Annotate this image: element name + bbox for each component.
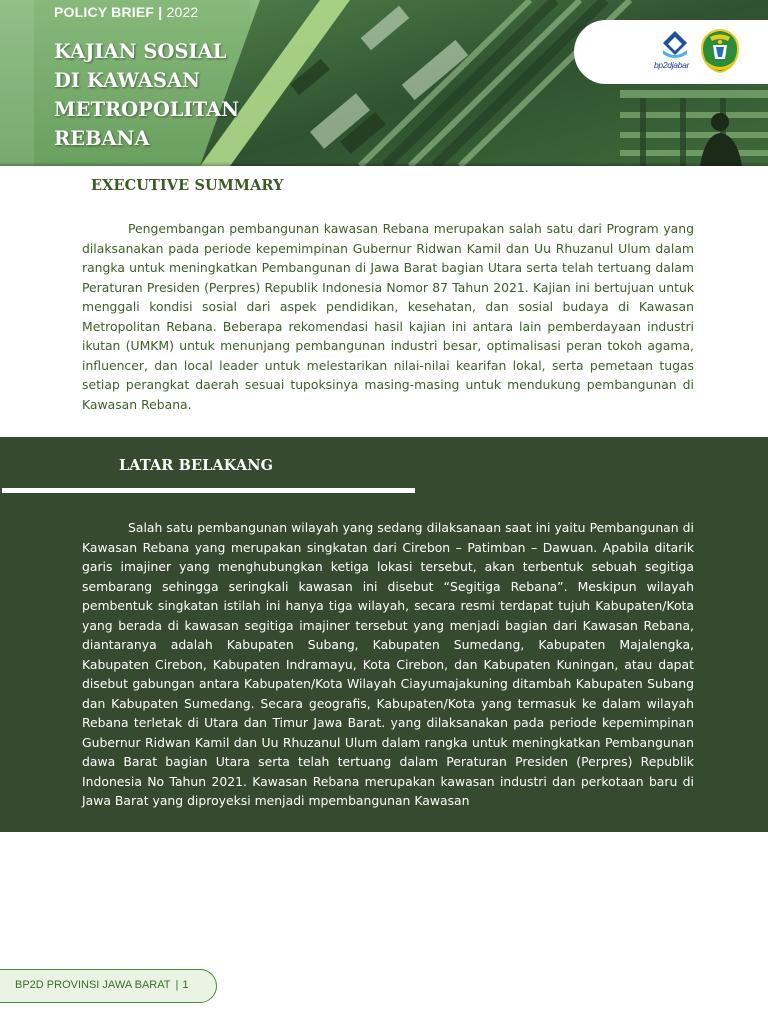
header-shadow: [0, 162, 768, 166]
footer-org: BP2D PROVINSI JAWA BARAT: [15, 979, 171, 991]
title-line: DI KAWASAN: [54, 69, 200, 92]
background-heading: LATAR BELAKANG: [119, 457, 274, 474]
title-line: METROPOLITAN: [54, 98, 240, 121]
executive-summary-body: Pengembangan pembangunan kawasan Rebana merupakan salah satu dari Program yang dilaksanakan pada periode kepemimpinan Gubernur Ridwan Kamil dan Uu Rhuzanul Ulum dalam rangka untuk meningkatkan Pembangunan di Jawa Barat bagian Utara serta telah tertuang dalam Peraturan Presiden (Perpres) Republik Indonesia Nomor 87 Tahun 2021. Kajian ini bertujuan untuk menggali kondisi sosial dari aspek pendidikan, kesehatan, dan sosial budaya di Kawasan Metropolitan Rebana. Beberapa rekomendasi hasil kajian ini antara lain pemberdayaan industri ikutan (UMKM) untuk menunjang pembangunan industri besar, optimalisasi peran tokoh agama, influencer, dan local leader untuk melestarikan nilai-nilai kearifan lokal, serta pemetaan tugas setiap perangkat daerah sesuai tupoksinya masing-masing untuk mendukung pembangunan di Kawasan Rebana.: [82, 221, 694, 412]
page-number: 1: [182, 979, 189, 991]
heading-divider: [2, 488, 415, 493]
bp2d-logo-text: bp2djabar: [654, 60, 690, 70]
background-body: Salah satu pembangunan wilayah yang sedang dilaksanaan saat ini yaitu Pembangunan di Kawasan Rebana yang merupakan singkatan dari Cirebon – Patimban – Dawuan. Apabila ditarik garis imajiner yang menghubungkan ketiga lokasi tersebut, akan terbentuk sebuah segitiga sembarang sehingga seringkali kawasan ini disebut “Segitiga Rebana”. Meskipun wilayah pembentuk singkatan istilah ini hanya tiga wilayah, secara resmi terdapat tujuh Kabupaten/Kota yang berada di kawasan segitiga imajiner tersebut yang menjadi bagian dari Kawasan Rebana, diantaranya adalah Kabupaten Subang, Kabupaten Sumedang, Kabupaten Majalengka, Kabupaten Cirebon, Kabupaten Indramayu, Kota Cirebon, dan Kabupaten Kuningan, atau dapat disebut gabungan antara Kabupaten/Kota Wilayah Ciayumajakuning ditambah Kabupaten Subang dan Kabupaten Sumedang. Secara geografis, Kabupaten/Kota yang termasuk ke dalam wilayah Rebana terletak di Utara dan Timur Jawa Barat. yang dilaksanakan pada periode kepemimpinan Gubernur Ridwan Kamil dan Uu Rhuzanul Ulum dalam rangka untuk meningkatkan Pembangunan dawa Barat bagian Utara serta telah tertuang dalam Peraturan Presiden (Perpres) Republik Indonesia No Tahun 2021. Kawasan Rebana merupakan kawasan industri dan perkotaan baru di Jawa Barat yang diproyeksi menjadi mpembangunan Kawasan: [82, 520, 694, 808]
bp2d-logo-icon: [654, 30, 696, 74]
background-section: [0, 437, 768, 832]
title-line: KAJIAN SOSIAL: [54, 40, 227, 63]
brief-type: POLICY BRIEF |: [54, 4, 163, 20]
brief-year: 2022: [166, 4, 199, 20]
document-title: [54, 37, 254, 153]
west-java-emblem-icon: [700, 29, 740, 73]
executive-summary-heading: EXECUTIVE SUMMARY: [91, 177, 284, 194]
policy-brief-label: [54, 4, 198, 20]
title-line: REBANA: [54, 127, 150, 150]
footer-separator: |: [175, 979, 179, 991]
header-left-band: [0, 0, 34, 166]
footer-label: [15, 979, 188, 991]
